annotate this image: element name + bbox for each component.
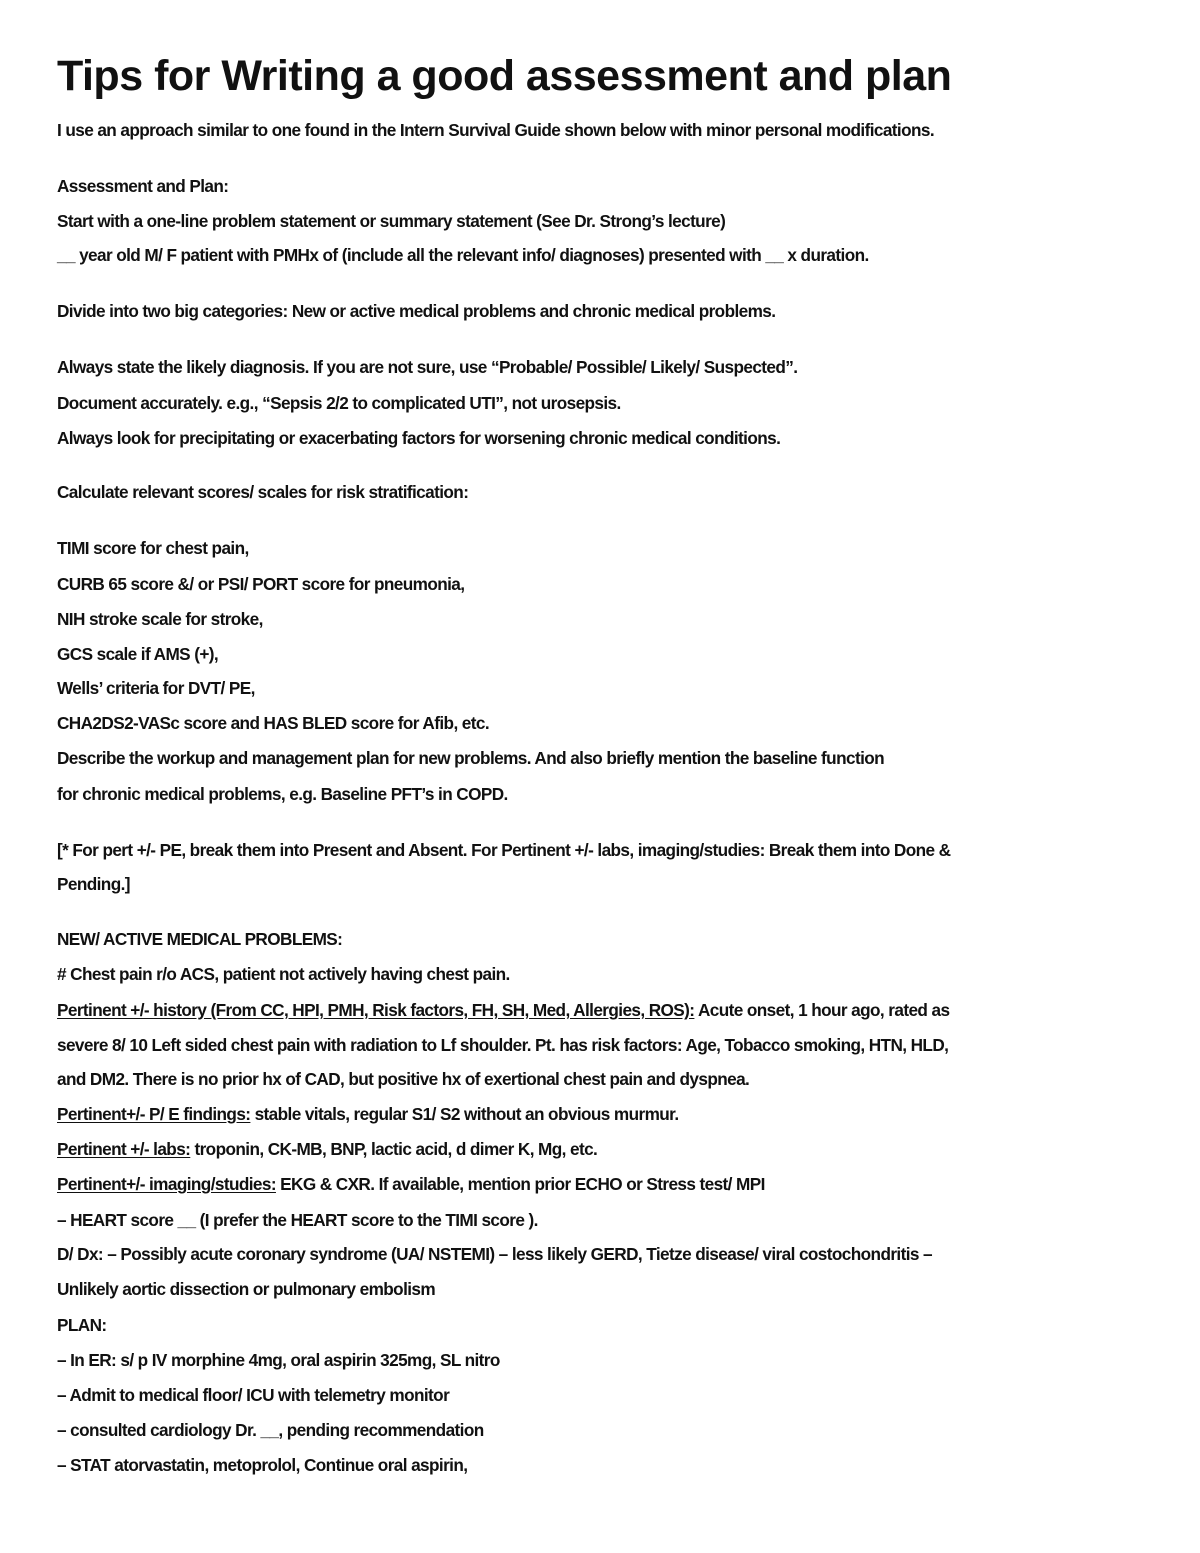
heart-score-line: – HEART score __ (I prefer the HEART score to the TIMI score ). (57, 1210, 538, 1230)
summary-template: __ year old M/ F patient with PMHx of (include all the relevant info/ diagnoses) presented with __ x duration. (57, 245, 869, 265)
labs-line (57, 1137, 597, 1161)
history-text: Acute onset, 1 hour ago, rated as (694, 1000, 950, 1020)
plan-item: – Admit to medical floor/ ICU with telemetry monitor (57, 1385, 450, 1405)
workup-line: Describe the workup and management plan for new problems. And also briefly mention the baseline function (57, 748, 885, 768)
score-item: GCS scale if AMS (+), (57, 644, 219, 664)
imaging-label: Pertinent+/- imaging/studies: (57, 1174, 276, 1194)
diagnosis-tip: Always state the likely diagnosis. If you are not sure, use “Probable/ Possible/ Likely/ Suspected”. (57, 357, 798, 377)
history-continuation: severe 8/ 10 Left sided chest pain with radiation to Lf shoulder. Pt. has risk factors: Age, Tobacco smoking, HTN, HLD, (57, 1035, 949, 1055)
note-line: Pending.] (57, 874, 130, 894)
labs-text: troponin, CK-MB, BNP, lactic acid, d dimer K, Mg, etc. (190, 1139, 598, 1159)
assessment-plan-heading: Assessment and Plan: (57, 176, 229, 196)
plan-item: – In ER: s/ p IV morphine 4mg, oral aspirin 325mg, SL nitro (57, 1350, 500, 1370)
pe-text: stable vitals, regular S1/ S2 without an obvious murmur. (250, 1104, 679, 1124)
plan-item: – consulted cardiology Dr. __, pending recommendation (57, 1420, 484, 1440)
start-instruction: Start with a one-line problem statement or summary statement (See Dr. Strong’s lecture) (57, 211, 726, 231)
imaging-text: EKG & CXR. If available, mention prior ECHO or Stress test/ MPI (275, 1174, 765, 1194)
diagnosis-tip: Document accurately. e.g., “Sepsis 2/2 to complicated UTI”, not urosepsis. (57, 393, 621, 413)
intro-paragraph: I use an approach similar to one found in the Intern Survival Guide shown below with minor personal modifications. (57, 120, 935, 140)
score-item: Wells’ criteria for DVT/ PE, (57, 678, 255, 698)
page-title: Tips for Writing a good assessment and plan (57, 52, 952, 100)
differential-line: D/ Dx: – Possibly acute coronary syndrome (UA/ NSTEMI) – less likely GERD, Tietze disease/ viral costochondritis – (57, 1244, 932, 1264)
plan-item: – STAT atorvastatin, metoprolol, Continue oral aspirin, (57, 1455, 468, 1475)
history-label: Pertinent +/- history (From CC, HPI, PMH, Risk factors, FH, SH, Med, Allergies, ROS): (57, 1000, 695, 1020)
imaging-line (57, 1172, 765, 1196)
score-item: CURB 65 score &/ or PSI/ PORT score for pneumonia, (57, 574, 465, 594)
note-line: [* For pert +/- PE, break them into Present and Absent. For Pertinent +/- labs, imaging/studies: Break them into Done & (57, 840, 951, 860)
pe-label: Pertinent+/- P/ E findings: (57, 1104, 251, 1124)
workup-line: for chronic medical problems, e.g. Baseline PFT’s in COPD. (57, 784, 508, 804)
active-problems-heading: NEW/ ACTIVE MEDICAL PROBLEMS: (57, 929, 343, 949)
labs-label: Pertinent +/- labs: (57, 1139, 191, 1159)
score-item: NIH stroke scale for stroke, (57, 609, 263, 629)
divide-instruction: Divide into two big categories: New or active medical problems and chronic medical problems. (57, 301, 776, 321)
history-line (57, 998, 949, 1022)
scores-heading: Calculate relevant scores/ scales for risk stratification: (57, 482, 469, 502)
score-item: CHA2DS2-VASc score and HAS BLED score for Afib, etc. (57, 713, 490, 733)
plan-heading: PLAN: (57, 1315, 107, 1335)
history-continuation: and DM2. There is no prior hx of CAD, but positive hx of exertional chest pain and dyspnea. (57, 1069, 750, 1089)
chest-pain-heading: # Chest pain r/o ACS, patient not actively having chest pain. (57, 964, 510, 984)
differential-line: Unlikely aortic dissection or pulmonary embolism (57, 1279, 436, 1299)
diagnosis-tip: Always look for precipitating or exacerbating factors for worsening chronic medical conditions. (57, 428, 781, 448)
pe-findings-line (57, 1102, 679, 1126)
score-item: TIMI score for chest pain, (57, 538, 249, 558)
